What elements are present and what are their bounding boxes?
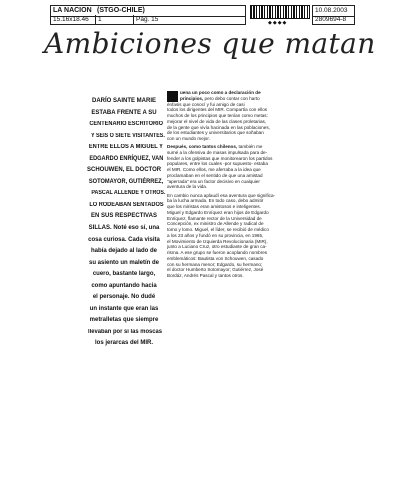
body-line: con un mundo mejor. <box>167 136 210 141</box>
pullquote-line: el personaje. No dudé <box>92 294 156 301</box>
body-line: de los estudiantes y universitarios que soñaban <box>167 130 264 136</box>
clipping-code-row <box>313 15 354 25</box>
pullquote-line: LO RODEABAN SENTADOS <box>89 201 164 208</box>
body-line: emblemáticos: Bautista von Schouwen, casado <box>167 255 264 261</box>
body-paragraph-3 <box>167 193 321 279</box>
body-line: muchos de los principios que tenían como metas: <box>167 113 268 118</box>
body-line: Concepción, ex ministro de Allende y radical de <box>167 221 264 227</box>
clipping-info-row-2 <box>51 15 245 25</box>
body-paragraph-1 <box>167 90 321 142</box>
body-line: mejorar el nivel de vida de las clases proletarias, <box>167 118 267 124</box>
body-line: todos los dirigentes del MIR. Compartía con ellos <box>167 107 268 113</box>
body-line: con su hermana menor; Edgardo, su hermano; <box>167 261 263 267</box>
body-line: también me <box>238 144 263 150</box>
body-line: de la gente que vivía hacinada en las poblaciones, <box>167 124 270 130</box>
body-line: ba la lucha armada. En todo caso, debo admitir <box>167 198 264 204</box>
pullquote-line: Y SEIS O SIETE VISITANTES. <box>90 132 165 139</box>
publication-region: (STGO-CHILE) <box>97 7 145 14</box>
pullquote-line: PASCAL ALLENDE Y OTROS. <box>91 190 166 197</box>
body-line: populares, entre los cuales -por supuesto- estaba <box>167 161 268 167</box>
body-line: aventura de la vida. <box>167 184 208 190</box>
clip-size: 15.16x18.46 <box>53 16 89 23</box>
clip-page: Pág. 15 <box>133 15 247 24</box>
article-body-column <box>167 90 321 281</box>
paragraph-1-lead-2: principios, <box>180 95 204 101</box>
pullquote-line: ENTRE ELLOS A MIGUEL Y <box>88 144 163 151</box>
pullquote-line: SILLAS. Noté eso sí, una <box>88 225 160 232</box>
paragraph-2-lead: Después, como tantos chilenos, <box>167 144 238 150</box>
barcode-image <box>250 5 310 19</box>
body-line: el doctor Humberto Sotomayor; Gutiérrez, José <box>167 267 264 273</box>
article-pullquote-column <box>87 96 166 350</box>
pullquote-line: llevaban por sí las moscas <box>87 328 163 335</box>
body-line: fender a los golpistas que monitorearon los partidos <box>167 155 273 161</box>
body-line: Enríquez, flamante rector de la Universidad de <box>167 215 262 221</box>
pullquote-line: ESTABA FRENTE A SU <box>91 109 157 116</box>
clip-date: 10.08.2003 <box>315 7 348 14</box>
pullquote-line: los jerarcas del MIR. <box>94 340 154 347</box>
body-line: "aperrada" era un factor decisivo en cualquier <box>167 178 260 184</box>
pullquote-line: CENTENARIO ESCRITORIO <box>89 121 163 128</box>
paragraph-1-first-line: pero debo contar con harto <box>204 95 260 101</box>
paragraph-1-lead: uena un poco como a declaración de <box>180 90 261 95</box>
pullquote-line: un instante que eran las <box>89 305 159 312</box>
pullquote-line: SOTOMAYOR, GUTIÉRREZ, <box>88 178 164 185</box>
body-line: Bordáz, Andrés Pascal y tantos otros. <box>167 273 244 279</box>
body-line: a los 23 años y fundó en su provincia, en 1965, <box>167 232 264 238</box>
clip-code: 2809694-8 <box>315 16 347 23</box>
publication-name: LA NACION <box>53 7 92 14</box>
paragraph-1-text <box>167 102 321 142</box>
pullquote-line: EN SUS RESPECTIVAS <box>91 213 157 220</box>
pullquote-line: como apuntando hacia <box>91 282 157 289</box>
body-line: el Movimiento de Izquierda Revolucionaria (MIR), <box>167 238 268 244</box>
body-line: risma. A ese grupo se fueron acoplando nombres <box>167 250 268 256</box>
pullquote-line: metralletas que siempre <box>89 317 159 324</box>
clip-section: 1 <box>95 15 133 24</box>
body-line: proclamaban en el sentido de que una amistad <box>167 172 263 178</box>
pullquote-line: DARÍO SAINTE MARIE <box>91 98 156 104</box>
body-line: junto a Luciano Cruz, otro estudiante de gran ca- <box>167 244 267 250</box>
pullquote-line: cuero, bastante largo, <box>92 271 156 278</box>
pullquote-line: había dejado al lado de <box>90 248 157 255</box>
body-line: En cambio nunca aplaudí esa aventura que significa- <box>167 192 276 198</box>
body-line: sumé a la ofensiva de masas impulsada para de- <box>167 149 268 155</box>
body-line: tomo y lomo. Miguel, el líder, se recibió de médico <box>167 227 269 233</box>
body-line: el MIR. Como ellos, me aferraba a la idea que <box>167 167 261 173</box>
body-line: que los miristas eran amistosos e inteligentes. <box>167 204 261 210</box>
pullquote-line: EDGARDO ENRÍQUEZ, VAN <box>89 155 164 162</box>
body-line: Miguel y Edgardo Enríquez eran hijos de Edgardo <box>167 209 269 215</box>
pullquote-line: SCHOUWEN, EL DOCTOR <box>87 167 162 174</box>
pullquote-line: su asiento un maletín de <box>88 259 159 266</box>
article-headline: Ambiciones que matan <box>44 27 376 60</box>
clipping-info-table <box>50 5 246 25</box>
clipping-header <box>50 5 355 25</box>
paragraph-2-text <box>167 144 321 190</box>
body-paragraph-2 <box>167 144 321 190</box>
barcode-marks: ◆◆◆◆ <box>268 20 288 26</box>
clipping-date-box <box>312 5 355 25</box>
body-line: énfasis que conocí y fui amigo de casi <box>167 101 245 107</box>
dropcap-s <box>167 91 178 102</box>
pullquote-line: cosa curiosa. Cada visita <box>88 236 160 243</box>
